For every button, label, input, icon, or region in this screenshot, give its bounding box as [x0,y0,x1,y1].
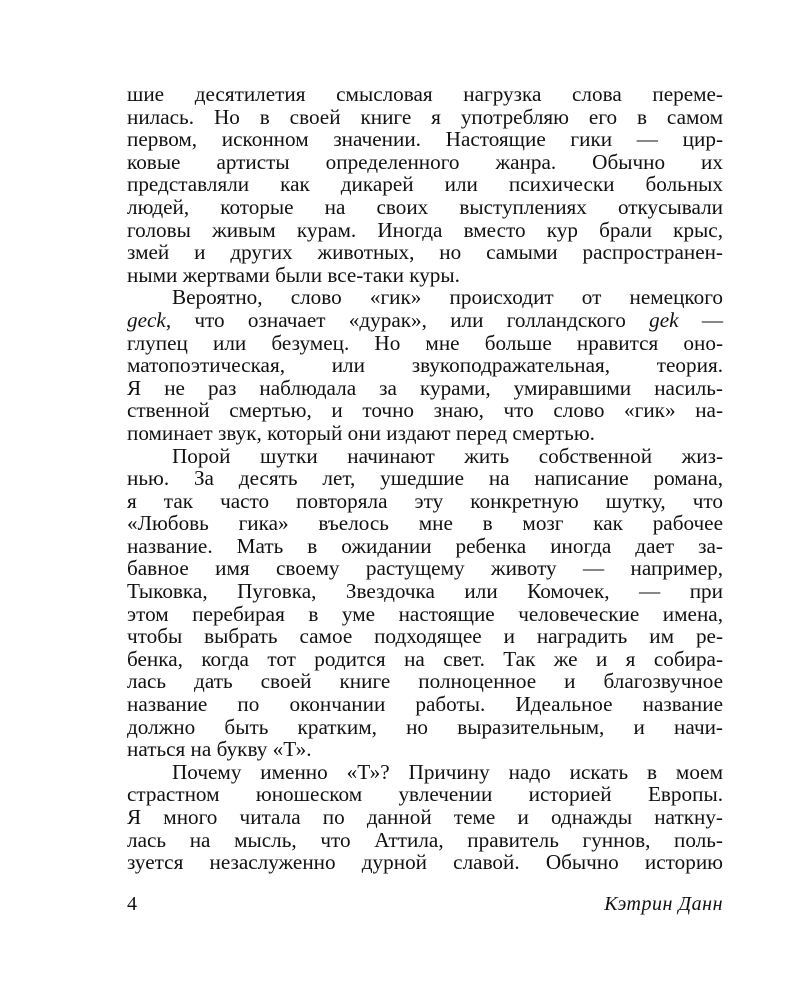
text-line: нью. За десять лет, ушедшие на написание романа, [127,466,723,491]
text-line: название по окончании работы. Идеальное название [127,692,723,717]
foreign-word: gek [649,307,679,332]
text-line: бавное имя своему растущему животу — например, [127,556,723,581]
text-line: людей, которые на своих выступлениях откусывали [127,194,723,219]
text-line: шие десятилетия смысловая нагрузка слова переме- [127,82,723,106]
text-line: бенка, когда тот родится на свет. Так же и я собира- [127,646,723,671]
text-line: название. Мать в ожидании ребенка иногда дает за- [127,533,723,558]
text-line: нилась. Но в своей книге я употребляю его в самом [127,104,723,129]
text-line: наться на букву «Т». [127,737,312,762]
text-line: глупец или безумец. Но мне больше нравится оно- [127,330,723,355]
text-fragment: — [678,307,723,332]
page-footer [127,893,723,919]
text-line: головы живым курам. Иногда вместо кур брали крыс, [127,217,723,242]
text-line: матопоэтическая, или звукоподражательная, теория. [127,353,723,378]
text-line: зуется незаслуженно дурной славой. Обычно историю [127,850,723,875]
text-line: «Любовь гика» въелось мне в мозг как рабочее [127,511,723,536]
text-line: чтобы выбрать самое подходящее и наградить им ре- [127,624,723,649]
text-line: ственной смертью, и точно знаю, что слово «гик» на- [127,398,723,423]
text-line: этом перебирая в уме настоящие человеческие имена, [127,601,723,626]
text-line: лась дать своей книге полноценное и благозвучное [127,669,723,694]
text-line: ными жертвами были все-таки куры. [127,262,460,287]
foreign-word: geck [127,307,166,332]
text-fragment: , что означает «дурак», или голландского [165,307,650,332]
text-line: змей и других животных, но самыми распространен- [127,240,723,265]
text-line: я так часто повторяла эту конкретную шутку, что [127,488,723,513]
text-line: поминает звук, который они издают перед смертью. [127,420,595,445]
text-line: должно быть кратким, но выразительным, и начи- [127,714,723,739]
text-line: Я много читала по данной теме и однажды наткну- [127,805,723,829]
text-line: ковые артисты определенного жанра. Обычно их [127,149,723,174]
text-line [127,309,723,332]
text-line: страстном юношеском увлечении историей Европы. [127,782,723,807]
text-line: Тыковка, Пуговка, Звездочка или Комочек, — при [127,579,723,604]
text-line: Почему именно «Т»? Причину надо искать в моем [172,759,723,784]
body-text [127,83,723,874]
text-line: Порой шутки начинают жить собственной жиз- [172,443,723,468]
text-line: первом, исконном значении. Настоящие гики — цир- [127,127,723,152]
text-line: лась на мысль, что Аттила, правитель гуннов, поль- [127,827,723,852]
text-line: представляли как дикарей или психически больных [127,172,723,197]
text-line: Вероятно, слово «гик» происходит от немецкого [172,285,723,310]
text-line: Я не раз наблюдала за курами, умиравшими насиль- [127,375,723,400]
running-footer-author: Кэтрин Данн [604,893,723,915]
page-number: 4 [127,893,137,915]
